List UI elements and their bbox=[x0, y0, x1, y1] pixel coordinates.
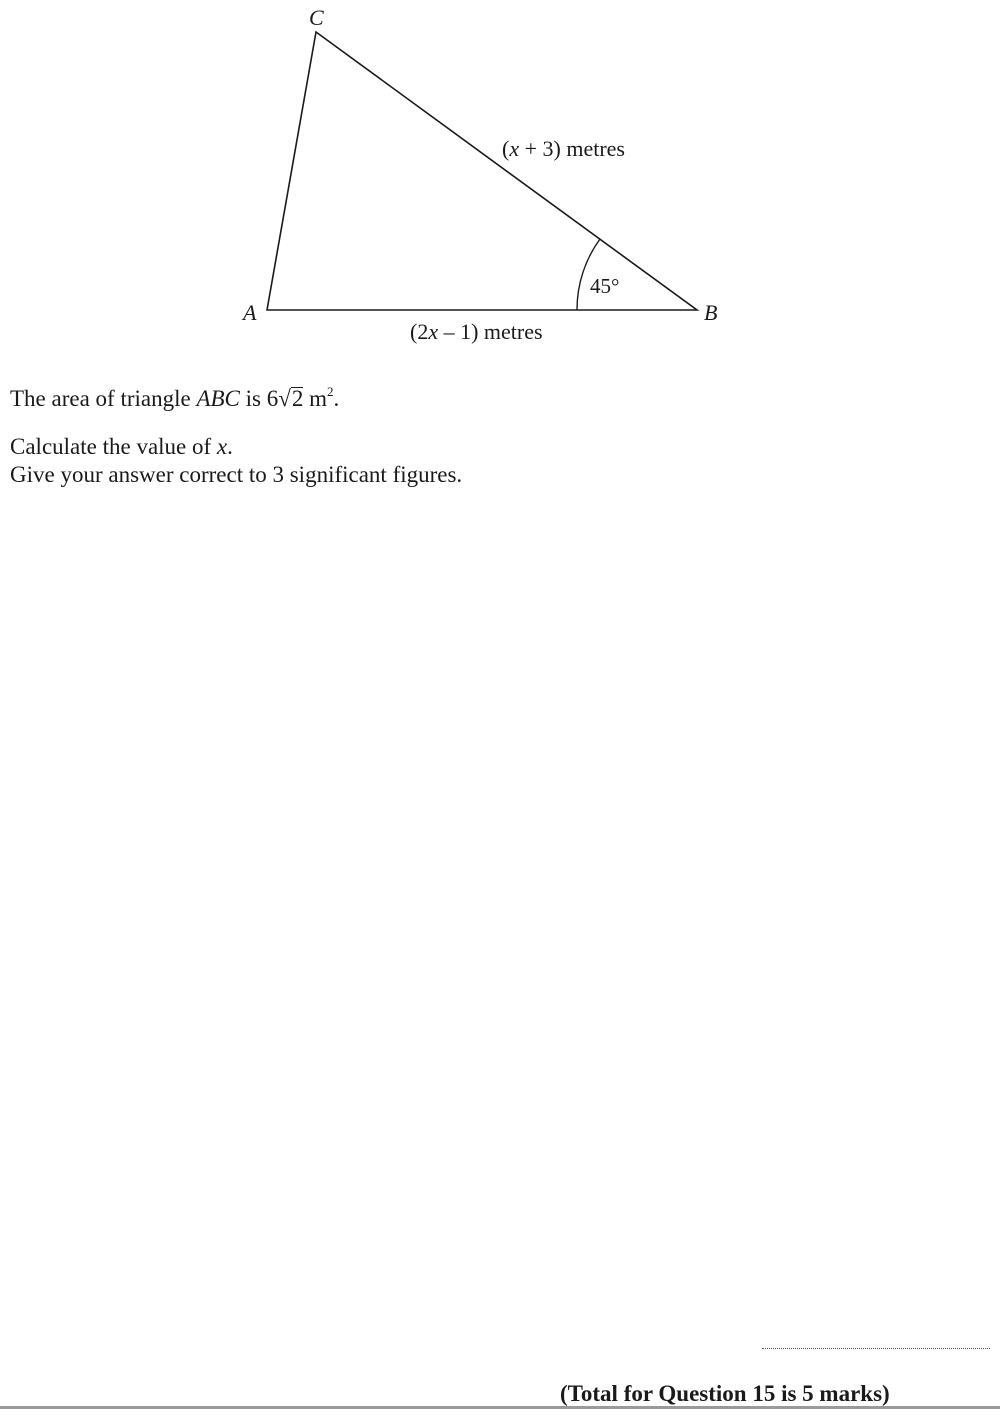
side-ab-label: (2x – 1) metres bbox=[410, 319, 543, 344]
area-prefix: The area of triangle bbox=[10, 386, 197, 411]
answer-line[interactable] bbox=[762, 1348, 990, 1349]
triangle-name: ABC bbox=[196, 386, 240, 411]
instruction-text: Calculate the value of bbox=[10, 434, 217, 459]
unit-exponent: 2 bbox=[327, 384, 334, 399]
area-unit: m bbox=[303, 386, 328, 411]
instruction-calculate bbox=[10, 433, 233, 461]
total-marks: (Total for Question 15 is 5 marks) bbox=[560, 1381, 890, 1406]
vertex-label-a: A bbox=[243, 300, 257, 325]
instruction-end: . bbox=[227, 434, 233, 459]
area-end: . bbox=[333, 386, 340, 411]
triangle-diagram bbox=[0, 0, 1000, 360]
instruction-variable: x bbox=[216, 434, 228, 459]
square-root bbox=[278, 385, 303, 413]
triangle-abc bbox=[267, 32, 697, 310]
instruction-significant-figures: Give your answer correct to 3 significant figures. bbox=[10, 462, 463, 487]
vertex-label-b: B bbox=[704, 300, 718, 325]
area-statement bbox=[10, 385, 339, 413]
radical-sign: √ bbox=[278, 386, 291, 411]
area-coefficient: 6 bbox=[266, 386, 279, 411]
bottom-rule bbox=[0, 1406, 1000, 1409]
vertex-label-c: C bbox=[309, 5, 324, 30]
radicand: 2 bbox=[291, 386, 304, 411]
angle-b-label: 45° bbox=[590, 274, 620, 298]
side-cb-label: (x + 3) metres bbox=[502, 136, 625, 161]
area-is: is bbox=[239, 386, 267, 411]
